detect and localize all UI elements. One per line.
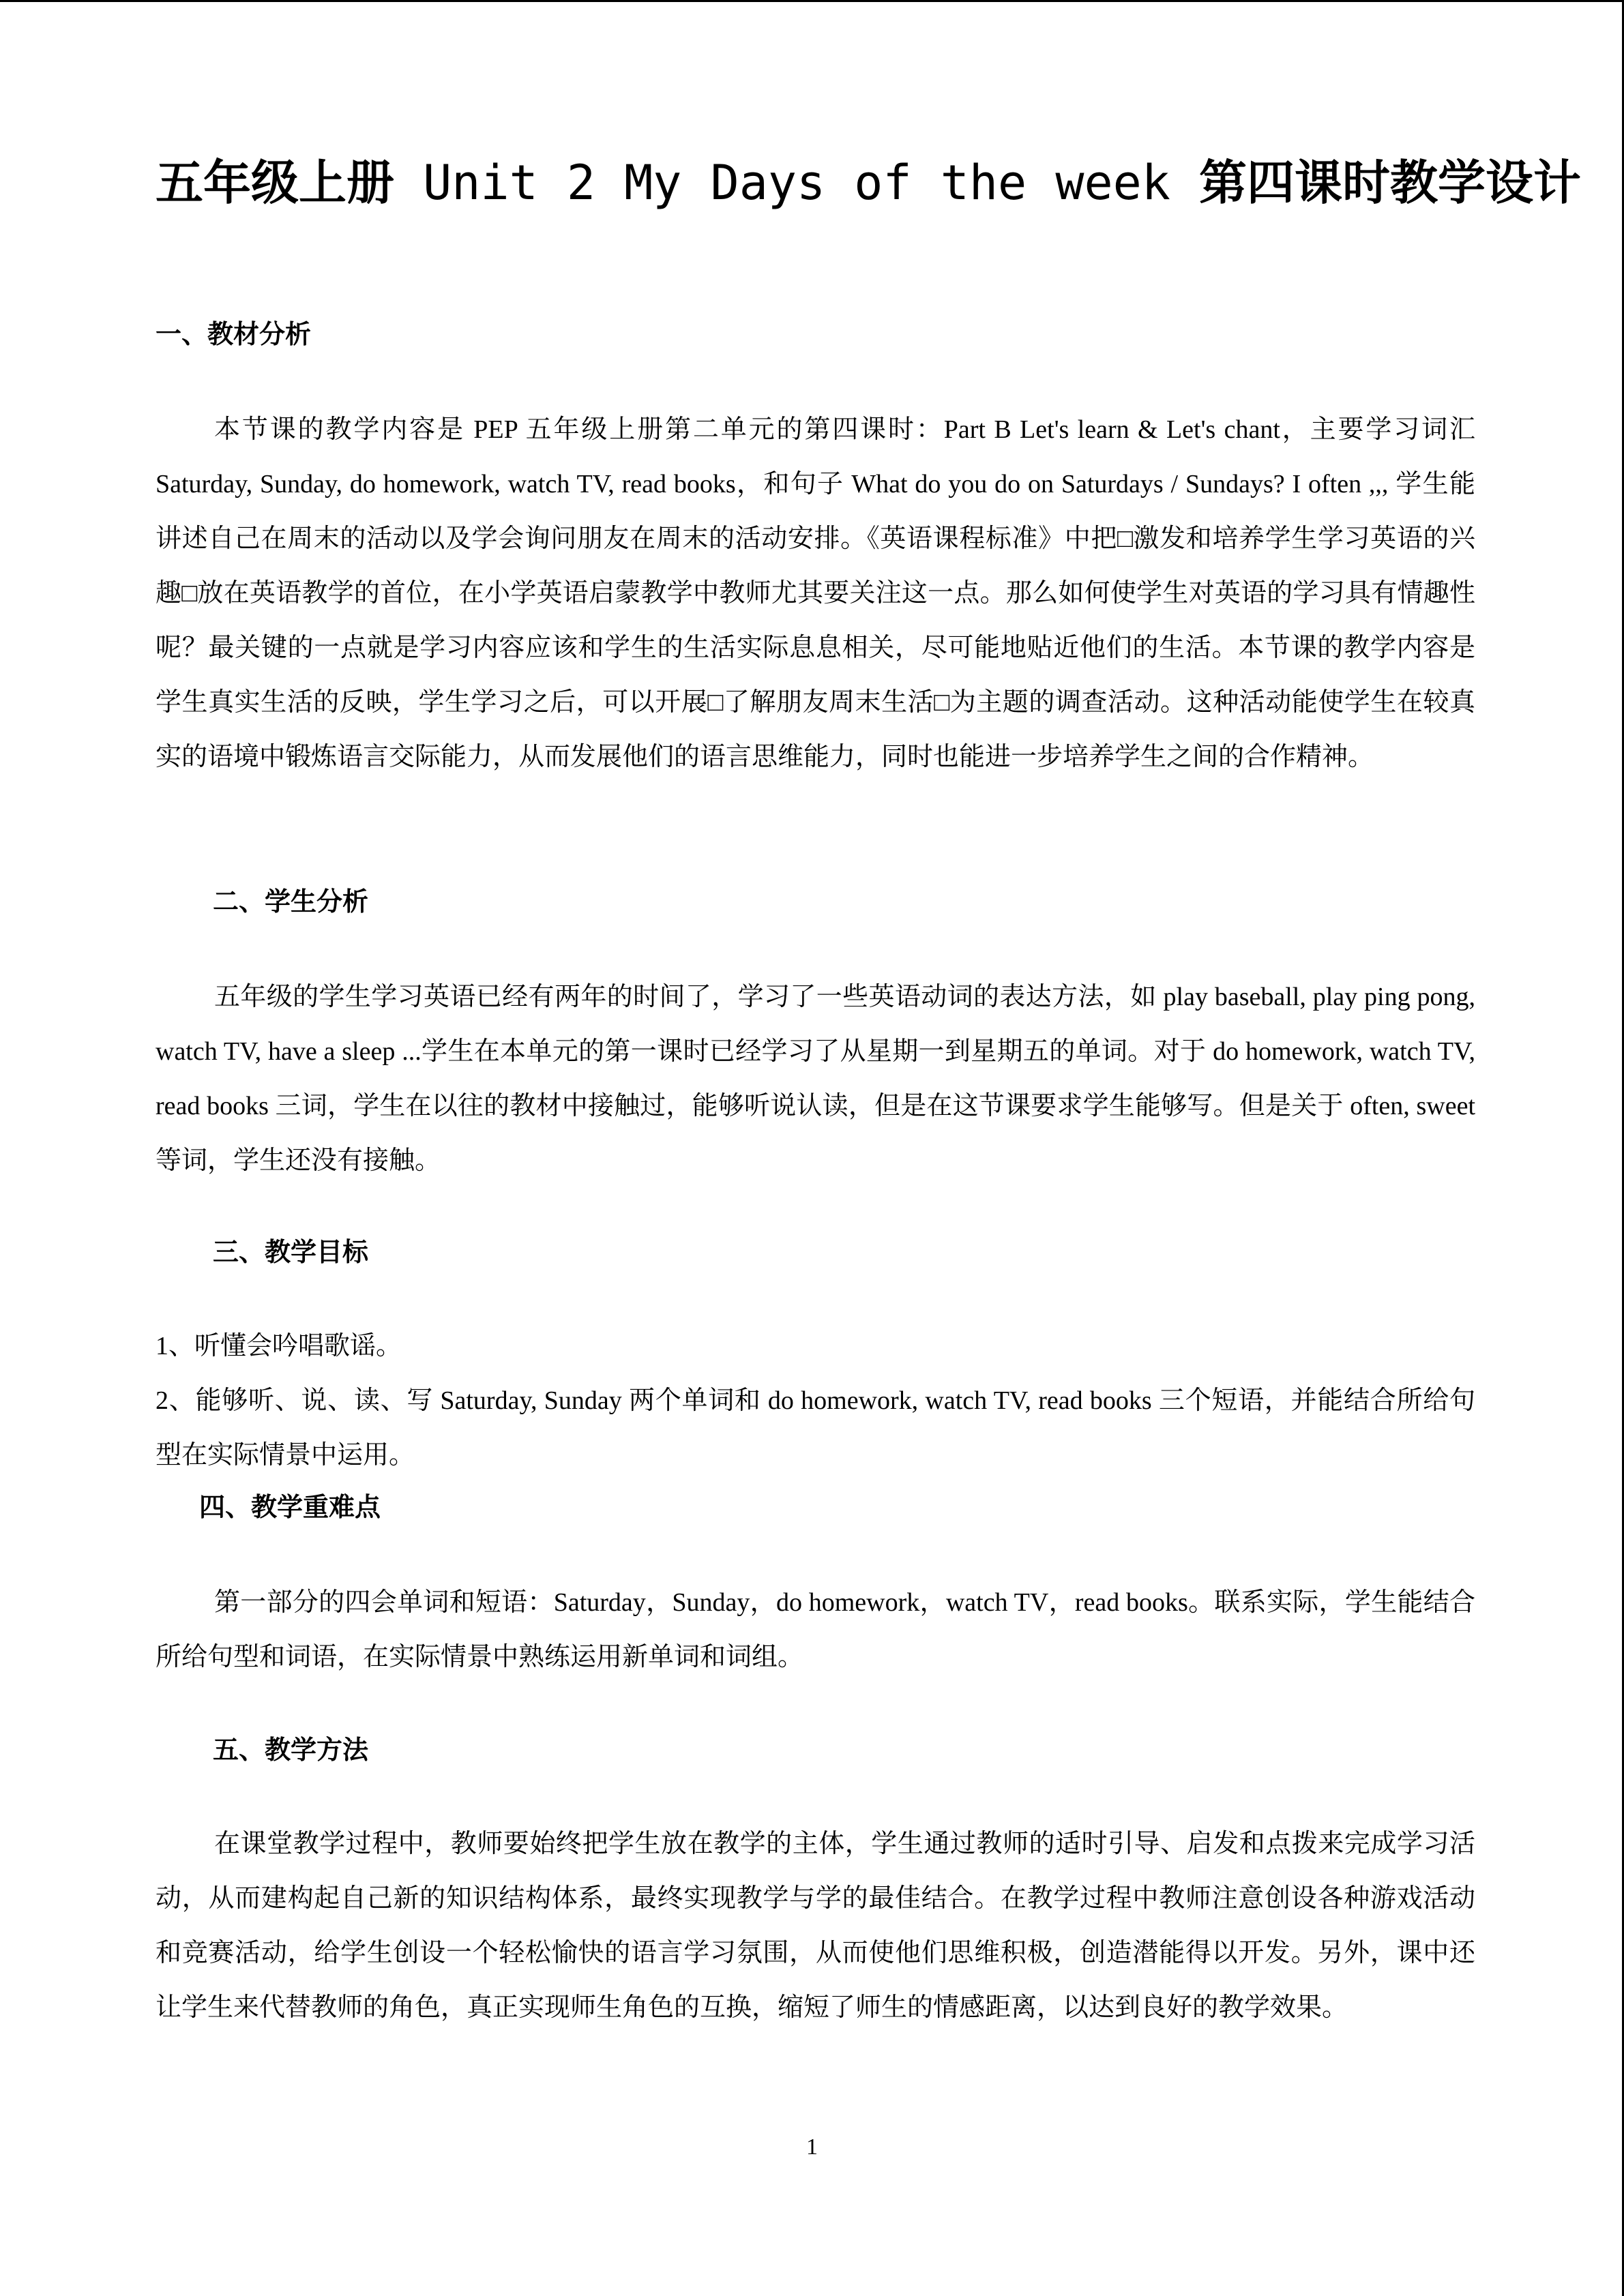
title-suffix: 第四课时教学设计 [1199, 154, 1582, 211]
section-paragraph-students: 五年级的学生学习英语已经有两年的时间了，学习了一些英语动词的表达方法，如 play baseball, play ping pong, watch TV, have a sleep ...学生在本单元的第一课时已经学习了从星期一到星期五的单词。对于 do homework, watch TV, read books 三词，学生在以往的教材中接触过，能够听说认读，但是在这节课要求学生能够写。但是关于 often, sweet 等词，学生还没有接触。 [156, 983, 1475, 1175]
section-heading-materials: 一、教材分析 [156, 319, 312, 349]
section-paragraph-methods: 在课堂教学过程中，教师要始终把学生放在教学的主体，学生通过教师的适时引导、启发和点拨来完成学习活动，从而建构起自己新的知识结构体系，最终实现教学与学的最佳结合。在教学过程中教师注意创设各种游戏活动和竞赛活动，给学生创设一个轻松愉快的语言学习氛围，从而使他们思维积极，创造潜能得以开发。另外，课中还让学生来代替教师的角色，真正实现师生角色的互换，缩短了师生的情感距离，以达到良好的教学效果。 [156, 1830, 1475, 2022]
page-number: 1 [806, 2134, 818, 2160]
section-paragraph-materials: 本节课的教学内容是 PEP 五年级上册第二单元的第四课时：Part B Let's learn & Let's chant，主要学习词汇 Saturday, Sunday, do homework, watch TV, read books，和句子 What do you do on Saturdays / Sundays? I often ,,, 学生能讲述自己在周末的活动以及学会询问朋友在周末的活动安排。《英语课程标准》中把□激发和培养学生学习英语的兴趣□放在英语教学的首位，在小学英语启蒙教学中教师尤其要关注这一点。那么如何使学生对英语的学习具有情趣性呢？最关键的一点就是学习内容应该和学生的生活实际息息相关，尽可能地贴近他们的生活。本节课的教学内容是学生真实生活的反映，学生学习之后，可以开展□了解朋友周末生活□为主题的调查活动。这种活动能使学生在较真实的语境中锻炼语言交际能力，从而发展他们的语言思维能力，同时也能进一步培养学生之间的合作精神。 [156, 415, 1475, 771]
title-prefix: 五年级上册 [156, 154, 394, 211]
document-title [156, 149, 1582, 217]
section-heading-methods: 五、教学方法 [213, 1735, 369, 1765]
section-paragraph-keypoints: 第一部分的四会单词和短语：Saturday，Sunday，do homework，watch TV，read books。联系实际，学生能结合所给句型和词语，在实际情景中熟练运用新单词和词组。 [156, 1588, 1475, 1671]
section-heading-students: 二、学生分析 [213, 886, 369, 916]
title-english: Unit 2 My Days of the week [423, 155, 1170, 211]
section-heading-keypoints: 四、教学重难点 [199, 1492, 381, 1522]
section-heading-objectives: 三、教学目标 [213, 1237, 369, 1267]
page-top-border [0, 0, 1624, 2]
objective-item: 1、听懂会吟唱歌谣。 [156, 1332, 402, 1360]
objective-item: 2、能够听、说、读、写 Saturday, Sunday 两个单词和 do homework, watch TV, read books 三个短语，并能结合所给句型在实际情景中运用。 [156, 1386, 1475, 1470]
